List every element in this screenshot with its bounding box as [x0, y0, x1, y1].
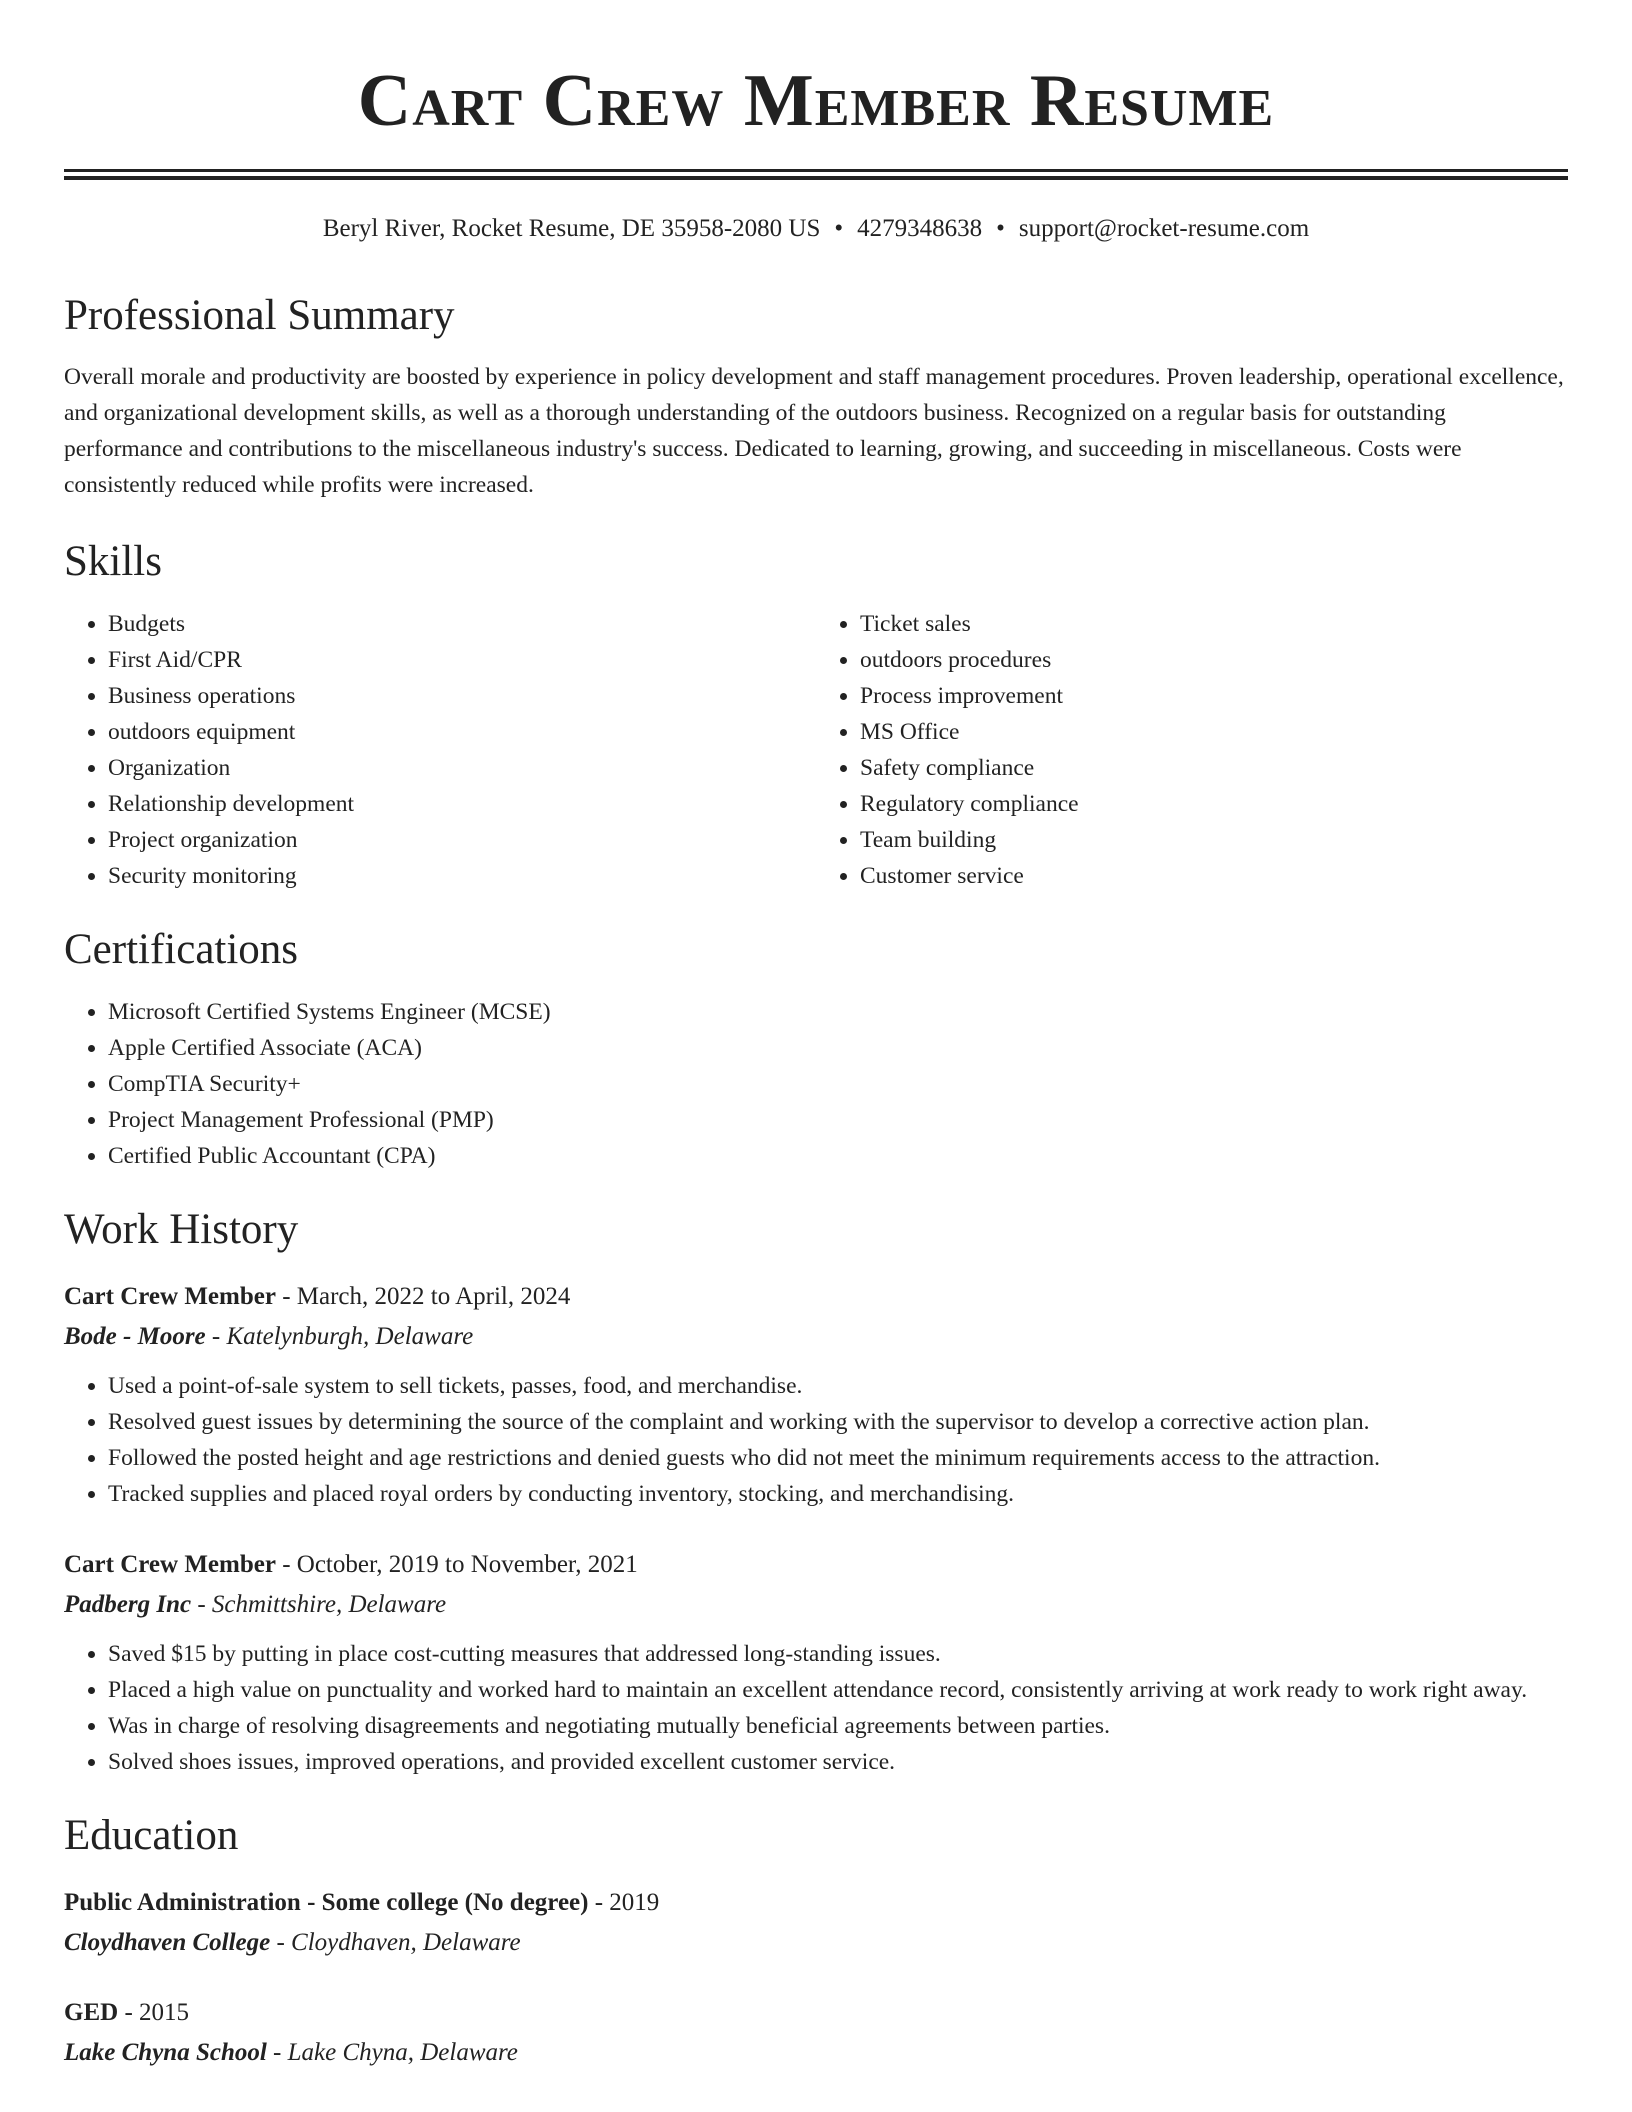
skill-item: • Project organization [108, 822, 816, 858]
job-company: Bode - Moore [64, 1323, 206, 1350]
job-dates: - March, 2022 to April, 2024 [275, 1283, 571, 1310]
contact-address: Beryl River, Rocket Resume, DE 35958-2080 US [322, 215, 821, 242]
skills-list-right [816, 606, 1568, 894]
contact-email: support@rocket-resume.com [1018, 215, 1310, 242]
education-entry [64, 1883, 1568, 1963]
skill-item: • Safety compliance [860, 750, 1568, 786]
education-header [64, 1883, 1568, 1923]
skill-item: • MS Office [860, 714, 1568, 750]
job-bullet: • Used a point-of-sale system to sell tickets, passes, food, and merchandise. [108, 1368, 1568, 1404]
job-bullet: • Placed a high value on punctuality and worked hard to maintain an excellent attendance record, consistently arriving at work ready to work right away. [108, 1672, 1568, 1708]
job-employer [64, 1585, 1568, 1625]
job-header [64, 1545, 1568, 1585]
education-school-line [64, 1923, 1568, 1963]
skills-heading: Skills [64, 538, 162, 585]
job-entry [64, 1545, 1568, 1780]
job-bullet: • Resolved guest issues by determining the source of the complaint and working with the supervisor to develop a corrective action plan. [108, 1404, 1568, 1440]
skill-item: • outdoors procedures [860, 642, 1568, 678]
education-degree: GED [64, 1999, 119, 2026]
job-bullet: • Followed the posted height and age restrictions and denied guests who did not meet the minimum requirements access to the attraction. [108, 1440, 1568, 1476]
contact-phone: 4279348638 [857, 215, 983, 242]
contact-separator: • [834, 215, 844, 242]
job-title: Cart Crew Member [64, 1283, 276, 1310]
education-heading: Education [64, 1812, 239, 1859]
job-header [64, 1277, 1568, 1317]
skill-item: • Security monitoring [108, 858, 816, 894]
job-bullets [64, 1636, 1568, 1780]
certification-item: • CompTIA Security+ [108, 1066, 1568, 1102]
job-entry [64, 1277, 1568, 1512]
education-header [64, 1993, 1568, 2033]
job-bullet: • Saved $15 by putting in place cost-cutting measures that addressed long-standing issues. [108, 1636, 1568, 1672]
skill-item: • Ticket sales [860, 606, 1568, 642]
job-bullet: • Was in charge of resolving disagreements and negotiating mutually beneficial agreements between parties. [108, 1708, 1568, 1744]
education-entry [64, 1993, 1568, 2073]
certifications-list [64, 994, 1568, 1174]
contact-line [64, 214, 1568, 244]
skill-item: • First Aid/CPR [108, 642, 816, 678]
education-year: - 2015 [118, 1999, 190, 2026]
skills-columns [64, 606, 1568, 894]
education-degree: Public Administration - Some college (No degree) [64, 1889, 589, 1916]
skill-item: • Customer service [860, 858, 1568, 894]
skill-item: • Budgets [108, 606, 816, 642]
education-year: - 2019 [588, 1889, 660, 1916]
certification-item: • Certified Public Accountant (CPA) [108, 1138, 1568, 1174]
certification-item: • Microsoft Certified Systems Engineer (MCSE) [108, 994, 1568, 1030]
skill-item: • Regulatory compliance [860, 786, 1568, 822]
job-employer [64, 1317, 1568, 1357]
skill-item: • Team building [860, 822, 1568, 858]
job-dates: - October, 2019 to November, 2021 [275, 1551, 638, 1578]
skills-list-left [64, 606, 816, 894]
certification-item: • Project Management Professional (PMP) [108, 1102, 1568, 1138]
job-bullet: • Solved shoes issues, improved operations, and provided excellent customer service. [108, 1744, 1568, 1780]
job-company: Padberg Inc [64, 1591, 192, 1618]
work-history-heading: Work History [64, 1206, 299, 1253]
skill-item: • Process improvement [860, 678, 1568, 714]
education-school: Cloydhaven College [64, 1929, 271, 1956]
job-location: - Schmittshire, Delaware [191, 1591, 447, 1618]
education-school: Lake Chyna School [64, 2039, 267, 2066]
education-location: - Lake Chyna, Delaware [266, 2039, 518, 2066]
job-bullets [64, 1368, 1568, 1512]
skill-item: • Organization [108, 750, 816, 786]
certification-item: • Apple Certified Associate (ACA) [108, 1030, 1568, 1066]
skill-item: • outdoors equipment [108, 714, 816, 750]
summary-text: Overall morale and productivity are boosted by experience in policy development and staff management procedures. Proven leadership, operational excellence, and organizational development skills, as well as a thorough understanding of the outdoors business. Recognized on a regular basis for outstanding performance and contributions to the miscellaneous industry's success. Dedicated to learning, growing, and succeeding in miscellaneous. Costs were consistently reduced while profits were increased. [64, 364, 1564, 498]
title-divider [64, 169, 1568, 180]
job-title: Cart Crew Member [64, 1551, 276, 1578]
education-location: - Cloydhaven, Delaware [270, 1929, 521, 1956]
resume-title: Cart Crew Member Resume [357, 60, 1275, 142]
certifications-heading: Certifications [64, 926, 299, 973]
summary-heading: Professional Summary [64, 292, 455, 339]
education-school-line [64, 2033, 1568, 2073]
job-bullet: • Tracked supplies and placed royal orders by conducting inventory, stocking, and merchandising. [108, 1476, 1568, 1512]
job-location: - Katelynburgh, Delaware [205, 1323, 474, 1350]
contact-separator: • [996, 215, 1005, 242]
skill-item: • Relationship development [108, 786, 816, 822]
skill-item: • Business operations [108, 678, 816, 714]
